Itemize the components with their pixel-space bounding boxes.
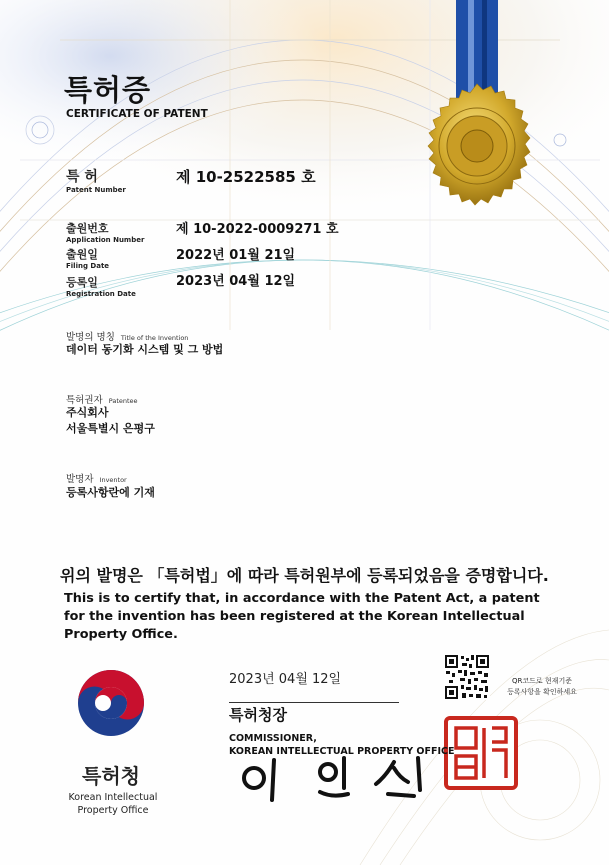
qr-note — [498, 676, 586, 698]
patent-number-label-ko: 특 허 — [66, 169, 98, 185]
filing-date-value: 2022년 01월 21일 — [176, 248, 296, 263]
patent-number-value: 제 10-2522585 호 — [176, 168, 316, 186]
patentee-name: 주식회사 — [66, 406, 109, 419]
qr-note-line1: QR코드로 현재기준 — [512, 677, 572, 685]
commissioner-en-line1: COMMISSIONER, — [229, 733, 317, 744]
patent-number-label — [66, 166, 126, 194]
application-number-value: 제 10-2022-0009271 호 — [176, 222, 339, 237]
filing-date-label — [66, 246, 109, 270]
filing-date-label-en: Filing Date — [66, 262, 110, 270]
commissioner-en-line2: KOREAN INTELLECTUAL PROPERTY OFFICE — [229, 746, 455, 757]
registration-date-label-ko: 등록일 — [66, 276, 98, 289]
application-number-label — [66, 220, 144, 244]
patentee-label-ko: 특허권자 — [66, 395, 103, 406]
filing-date-label-ko: 출원일 — [66, 248, 98, 261]
inventor-label-en: Inventor — [99, 476, 127, 484]
certification-statement-ko: 위의 발명은 「특허법」에 따라 특허원부에 등록되었음을 증명합니다. — [60, 566, 549, 585]
commissioner-title: 특허청장 — [229, 706, 287, 724]
certificate-title: 특허증 — [64, 73, 152, 107]
registration-date-label — [66, 274, 136, 298]
inventor-value: 등록사항란에 기재 — [66, 486, 155, 499]
patentee-address: 서울특별시 은평구 — [66, 422, 155, 435]
commissioner-divider — [229, 702, 399, 703]
issue-date: 2023년 04월 12일 — [229, 672, 342, 687]
office-name-en-line1: Korean Intellectual — [68, 792, 158, 803]
application-number-label-en: Application Number — [66, 236, 145, 244]
office-name-en-line2: Property Office — [77, 805, 149, 816]
certification-statement-en: This is to certify that, in accordance with the Patent Act, a patent for the invention has been registered at the Korean Intellectual Property Office. — [64, 591, 540, 642]
registration-date-label-en: Registration Date — [66, 290, 136, 298]
registration-date-value: 2023년 04월 12일 — [176, 274, 296, 289]
application-number-label-ko: 출원번호 — [66, 222, 109, 235]
invention-title-label-en: Title of the Invention — [120, 334, 189, 342]
certificate-title-en: CERTIFICATE OF PATENT — [66, 108, 208, 120]
inventor-label-ko: 발명자 — [66, 474, 94, 485]
patent-number-label-en: Patent Number — [66, 186, 126, 194]
commissioner-signature — [236, 754, 436, 806]
office-name: 특허청 — [82, 764, 140, 788]
invention-title-value: 데이터 동기화 시스템 및 그 방법 — [66, 343, 224, 356]
office-name-en — [58, 791, 168, 817]
qr-note-line2: 등록사항을 확인하세요 — [507, 688, 577, 696]
invention-title-label-ko: 발명의 명칭 — [66, 332, 115, 343]
patentee-label-en: Patentee — [108, 397, 138, 405]
